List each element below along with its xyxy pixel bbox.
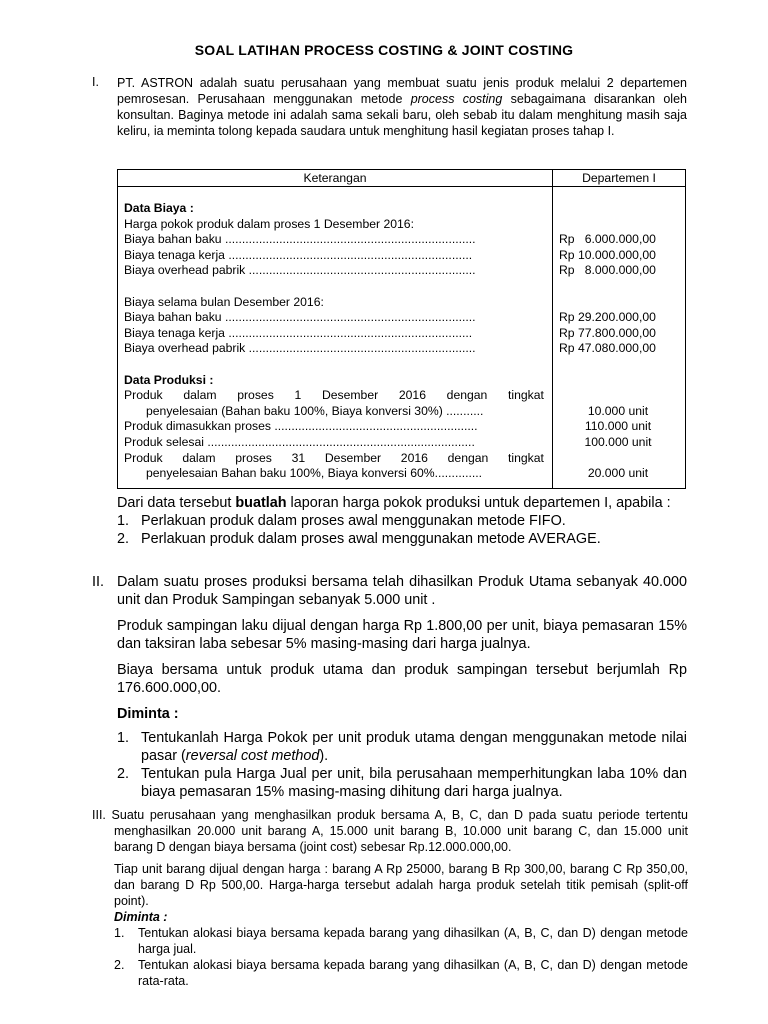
bahan-baku-awal-label: Biaya bahan baku .......................................................................... [124,232,476,247]
value-pdp-awal: 10.000 unit [587,403,649,418]
document-title: SOAL LATIHAN PROCESS COSTING & JOINT COSTING [194,42,574,58]
departemen-column [553,187,686,489]
list-item: 1. Tentukan alokasi biaya bersama kepada barang yang dihasilkan (A, B, C, dan D) dengan metode harga jual. [114,926,688,956]
section-3-diminta: Diminta : [114,910,168,924]
header-keterangan: Keterangan [118,170,553,187]
pdp-awal-line1: Produk dalam proses 1 Desember 2016 dengan tingkat [124,388,544,403]
keterangan-column [118,187,553,489]
section-1-numeral: I. [92,75,99,89]
pdp-akhir-line2: penyelesaian Bahan baku 100%, Biaya konversi 60%.............. [146,466,483,481]
pdp-awal-line2: penyelesaian (Bahan baku 100%, Biaya konversi 30%) ........... [146,403,484,418]
section-3-para-2: Tiap unit barang dijual dengan harga : barang A Rp 25000, barang B Rp 300,00, barang C Rp 350,00, dan barang D Rp 500,00. Harga-harga tersebut adalah harga produk setelah titik pemisah (split-off point). [114,862,688,908]
section-2-diminta: Diminta : [117,706,179,722]
section-2-para-2: Produk sampingan laku dijual dengan harga Rp 1.800,00 per unit, biaya pemasaran 15% dan taksiran laba sebesar 5% masing-masing dari harga jualnya. [117,618,687,652]
value-bahan-baku-awal: Rp 6.000.000,00 [559,232,656,247]
list-item: 2. Perlakuan produk dalam proses awal menggunakan metode AVERAGE. [117,531,601,547]
section-3-para-1: III. Suatu perusahaan yang menghasilkan produk bersama A, B, C, dan D pada suatu periode tertentu menghasilkan 20.000 unit barang A, 15.000 unit barang B, 10.000 unit barang C, dan 15.000 unit barang D dengan biaya bersama (joint cost) sebesar Rp.12.000.000,00. [92,808,688,854]
section-1-task-list [117,512,687,548]
tenaga-kerja-awal-label: Biaya tenaga kerja ........................................................................ [124,247,473,262]
table-header-row [118,170,686,187]
value-tenaga-kerja-awal: Rp 10.000.000,00 [559,247,656,262]
list-item: 2. Tentukan pula Harga Jual per unit, bila perusahaan memperhitungkan laba 10% dan biaya pemasaran 15% masing-masing dihitung dari harga jualnya. [117,766,687,800]
bahan-baku-label: Biaya bahan baku .......................................................................... [124,310,476,325]
value-pdp-akhir: 20.000 unit [587,466,649,481]
table-body-row [118,187,686,489]
value-produk-dimasukkan: 110.000 unit [584,419,652,434]
section-2 [117,573,687,801]
overhead-label: Biaya overhead pabrik ................................................................... [124,341,476,356]
overhead-awal-label: Biaya overhead pabrik ................................................................... [124,263,476,278]
pdp-akhir-line1: Produk dalam proses 31 Desember 2016 dengan tingkat [124,450,544,465]
value-overhead-awal: Rp 8.000.000,00 [559,263,656,278]
tenaga-kerja-label: Biaya tenaga kerja ........................................................................ [124,325,473,340]
cost-data-table [117,169,686,489]
list-item: 1. Perlakuan produk dalam proses awal menggunakan metode FIFO. [117,513,566,529]
section-3 [92,807,688,989]
section-1-instructions [117,494,687,548]
hpp-awal-label: Harga pokok produk dalam proses 1 Desember 2016: [124,216,414,231]
section-2-numeral: II. [92,574,104,590]
data-produksi-heading: Data Produksi : [124,372,214,387]
list-item: 2. Tentukan alokasi biaya bersama kepada barang yang dihasilkan (A, B, C, dan D) dengan metode rata-rata. [114,958,688,988]
section-2-task-list [117,729,687,801]
section-3-task-list [92,925,688,989]
produk-selesai-label: Produk selesai ............................................................................... [124,434,475,449]
value-produk-selesai: 100.000 unit [584,434,652,449]
list-item: 1. Tentukanlah Harga Pokok per unit produk utama dengan menggunakan metode nilai pasar (reversal cost method). [117,730,687,764]
value-bahan-baku: Rp 29.200.000,00 [559,310,656,325]
instruction-text: Dari data tersebut buatlah laporan harga pokok produksi untuk departemen I, apabila : [117,495,671,511]
value-tenaga-kerja: Rp 77.800.000,00 [559,325,656,340]
value-overhead: Rp 47.080.000,00 [559,341,656,356]
header-departemen-1: Departemen I [553,170,686,187]
biaya-selama-label: Biaya selama bulan Desember 2016: [124,294,324,309]
section-2-para-3: Biaya bersama untuk produk utama dan produk sampingan tersebut berjumlah Rp 176.600.000,00. [117,662,687,696]
data-biaya-heading: Data Biaya : [124,201,194,215]
section-2-para-1: Dalam suatu proses produksi bersama telah dihasilkan Produk Utama sebanyak 40.000 unit dan Produk Sampingan sebanyak 5.000 unit . [117,574,687,608]
section-1-intro: PT. ASTRON adalah suatu perusahaan yang membuat suatu jenis produk melalui 2 departemen pemrosesan. Perusahaan menggunakan metode process costing sebagaimana disarankan oleh konsultan. Baginya metode ini adalah sama sekali baru, oleh sebab itu dalam menghitung masih saja keliru, ia meminta tolong kepada saudara untuk menghitung hasil kegiatan proses tahap I. [117,76,687,138]
produk-dimasukkan-label: Produk dimasukkan proses ............................................................ [124,419,478,434]
